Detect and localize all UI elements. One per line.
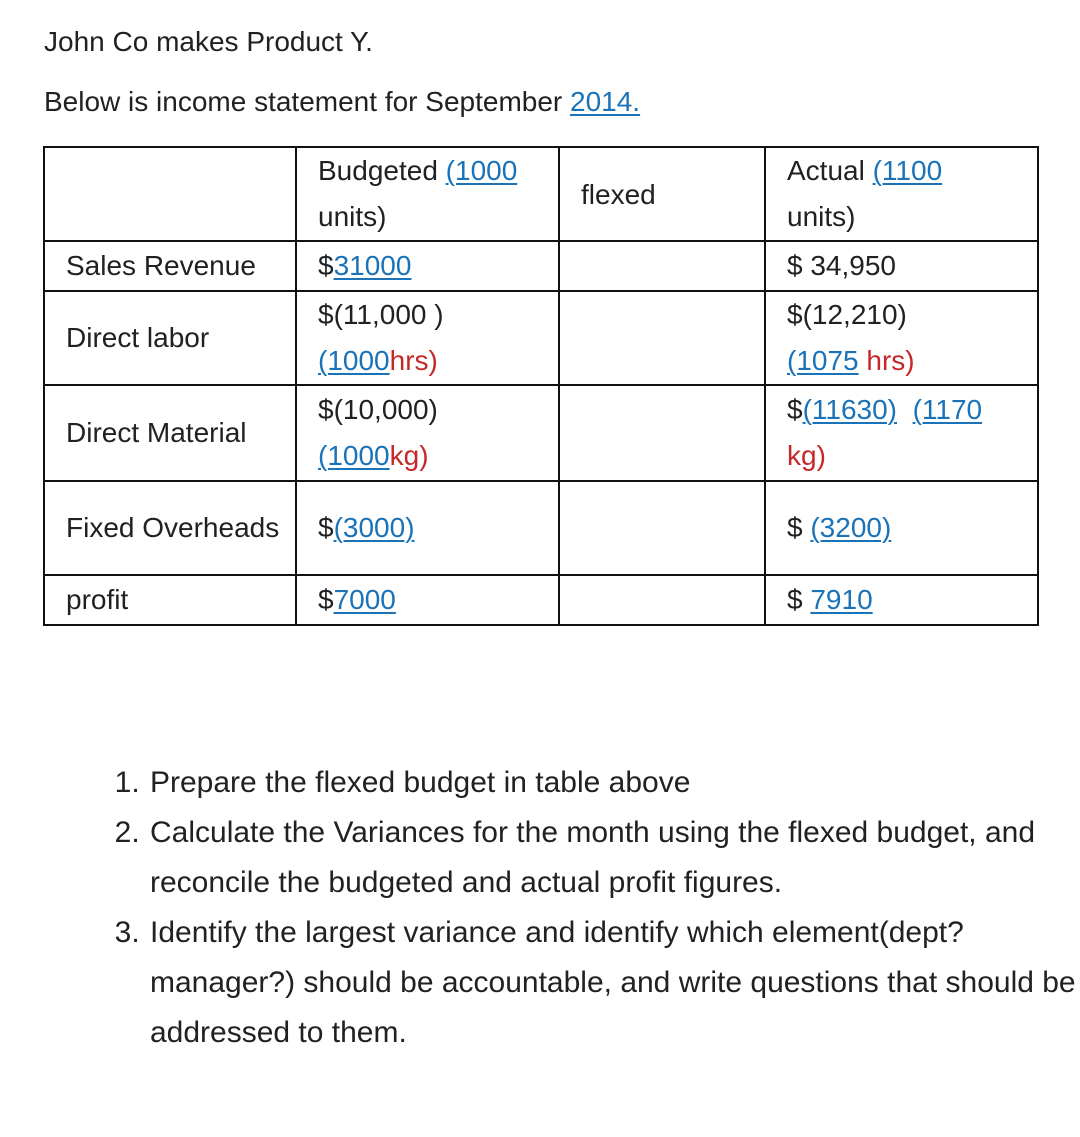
flexed-material[interactable] [559,385,765,481]
actual-profit-link[interactable]: 7910 [810,584,873,615]
header-budgeted-units: units) [318,201,387,232]
header-budgeted-text: Budgeted [318,155,446,186]
budget-material-amount: $(10,000) [318,394,438,425]
flexed-profit[interactable] [559,575,765,625]
row-label-overheads: Fixed Overheads [44,481,296,575]
budget-profit-link[interactable]: 7000 [333,584,396,615]
intro-line-1 [44,25,373,59]
actual-overheads-link[interactable]: (3200) [810,512,892,543]
budget-material-link[interactable]: (1000 [318,440,390,471]
budget-sales-link[interactable]: 31000 [333,250,412,281]
income-statement-table [43,146,1039,626]
intro-text-1: John Co makes Product Y. [44,26,373,57]
header-budgeted [296,147,559,241]
budget-labor [296,291,559,385]
flexed-overheads[interactable] [559,481,765,575]
flexed-sales[interactable] [559,241,765,291]
actual-overheads [765,481,1038,575]
header-actual-text: Actual [787,155,873,186]
actual-labor-unit: hrs) [858,345,915,376]
budget-labor-link[interactable]: (1000 [318,345,390,376]
header-empty-cell [44,147,296,241]
actual-material-prefix: $ [787,394,803,425]
actual-profit-prefix: $ [787,584,811,615]
budget-labor-unit: hrs) [389,345,438,376]
actual-material-unit: kg) [787,440,826,471]
question-2: 2. Calculate the Variances for the month using the flexed budget, and reconcile the budgeted and actual profit figures. [148,808,1078,908]
actual-material-link-amount[interactable]: (11630) [802,394,898,425]
table-row-sales [44,241,1038,291]
table-row-profit [44,575,1038,625]
question-1: 1. Prepare the flexed budget in table above [148,758,1078,808]
header-actual-link[interactable]: (1100 [872,155,943,186]
actual-sales: $ 34,950 [765,241,1038,291]
actual-labor [765,291,1038,385]
actual-material [765,385,1038,481]
actual-overheads-prefix: $ [787,512,811,543]
budget-profit-prefix: $ [318,584,334,615]
flexed-labor[interactable] [559,291,765,385]
budget-overheads-link[interactable]: (3000) [333,512,415,543]
intro-text-2: Below is income statement for September [44,86,571,117]
budget-sales [296,241,559,291]
budget-overheads-prefix: $ [318,512,334,543]
actual-profit [765,575,1038,625]
table-row-labor [44,291,1038,385]
budget-sales-prefix: $ [318,250,334,281]
table-header-row [44,147,1038,241]
header-actual-units: units) [787,201,856,232]
table-row-overheads [44,481,1038,575]
table-row-material [44,385,1038,481]
budget-labor-amount: $(11,000 ) [318,299,444,330]
budget-material [296,385,559,481]
header-flexed-text: flexed [581,179,656,210]
intro-line-2 [44,85,640,119]
header-flexed [559,147,765,241]
header-budgeted-link[interactable]: (1000 [445,155,518,186]
budget-profit [296,575,559,625]
row-label-material: Direct Material [44,385,296,481]
header-actual [765,147,1038,241]
year-link[interactable]: 2014. [570,86,641,117]
budget-material-unit: kg) [389,440,429,471]
budget-overheads [296,481,559,575]
actual-labor-amount: $(12,210) [787,299,907,330]
row-label-sales: Sales Revenue [44,241,296,291]
question-3: 3. Identify the largest variance and identify which element(dept? manager?) should be accountable, and write questions that should be addressed to them. [148,908,1078,1058]
row-label-labor: Direct labor [44,291,296,385]
question-list [110,758,1078,1058]
actual-labor-link[interactable]: (1075 [787,345,859,376]
row-label-profit: profit [44,575,296,625]
actual-material-link-qty[interactable]: (1170 [912,394,983,425]
